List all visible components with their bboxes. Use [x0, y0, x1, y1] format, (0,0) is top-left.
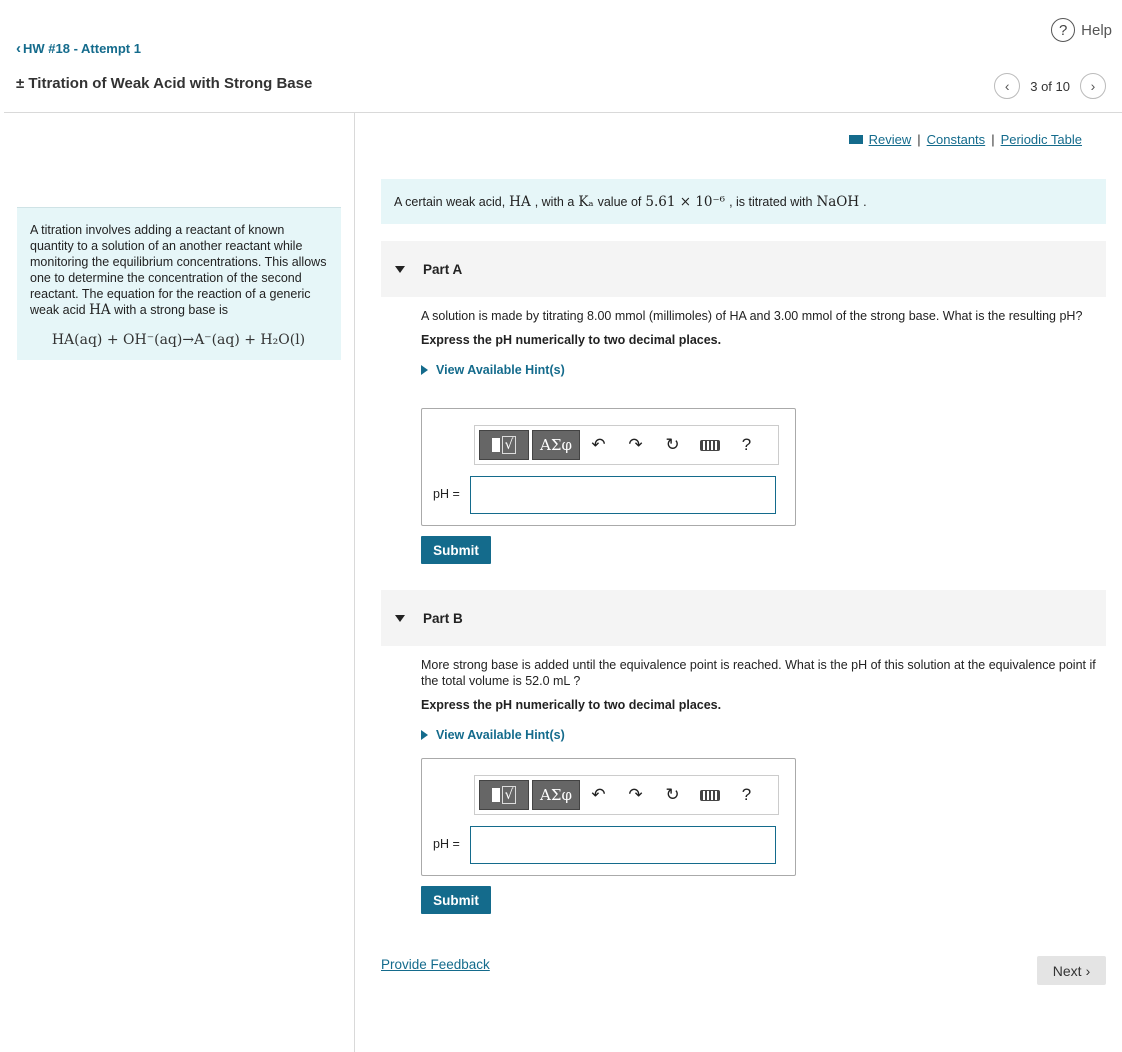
- keyboard-icon: [700, 790, 720, 801]
- square-icon: [492, 438, 500, 452]
- radical-icon: √: [502, 436, 517, 454]
- help-icon: ?: [1051, 18, 1075, 42]
- chevron-left-icon: ‹: [16, 40, 21, 57]
- hint-label: View Available Hint(s): [436, 363, 565, 377]
- undo-icon[interactable]: ↶: [591, 785, 606, 804]
- undo-icon[interactable]: ↶: [591, 435, 606, 454]
- back-to-assignment-link[interactable]: [16, 40, 141, 57]
- separator: |: [991, 132, 995, 147]
- question-text: , is titrated with: [729, 194, 813, 209]
- next-label: Next: [1052, 962, 1082, 979]
- collapse-triangle-icon: [395, 615, 405, 622]
- chevron-left-icon: ‹: [1004, 78, 1010, 94]
- intro-acid: HA: [89, 302, 111, 318]
- keyboard-button[interactable]: [691, 430, 728, 460]
- part-b-question: More strong base is added until the equivalence point is reached. What is the pH of this solution at the equivalence point if the total volume is 52.0 mL ?: [421, 658, 1096, 688]
- reset-icon[interactable]: ↻: [665, 435, 680, 454]
- keyboard-button[interactable]: [691, 780, 728, 810]
- part-b-ph-input[interactable]: [470, 826, 776, 864]
- math-toolbar: [474, 425, 779, 465]
- reaction-equation: HA(aq) + OH⁻(aq)→A⁻(aq) + H₂O(l): [51, 332, 306, 348]
- ph-label: pH =: [433, 487, 460, 501]
- part-a-answer-box: [421, 408, 796, 526]
- chevron-right-icon: ›: [1085, 962, 1091, 979]
- intro-text-after: with a strong base is: [110, 303, 229, 317]
- question-acid: HA: [509, 193, 531, 210]
- intro-text-before: A titration involves adding a reactant of known quantity to a solution of an another reactant while monitoring the equilibrium concentrations. This allows one to determine the concentration of the second reactant. The equation for the reaction of a generic weak acid: [30, 223, 327, 317]
- question-text: A certain weak acid,: [394, 194, 506, 209]
- next-button[interactable]: [1037, 956, 1106, 985]
- collapse-triangle-icon: [395, 266, 405, 273]
- constants-link[interactable]: Constants: [926, 132, 986, 147]
- book-icon: [849, 135, 863, 144]
- ka-symbol: Kₐ: [578, 193, 594, 210]
- expand-triangle-icon: [421, 730, 428, 740]
- previous-item-button[interactable]: [994, 73, 1020, 99]
- reset-icon[interactable]: ↻: [665, 785, 680, 804]
- question-text: value of: [597, 194, 642, 209]
- pager-text: 3 of 10: [1030, 78, 1070, 94]
- redo-icon[interactable]: ↷: [628, 435, 643, 454]
- resources-bar: [849, 132, 1082, 147]
- expand-triangle-icon: [421, 365, 428, 375]
- templates-button[interactable]: [479, 780, 529, 810]
- part-b-label: Part B: [423, 610, 463, 626]
- greek-symbols-button[interactable]: ΑΣφ: [532, 780, 580, 810]
- page-title: ± Titration of Weak Acid with Strong Base: [16, 75, 313, 92]
- help-label: Help: [1081, 21, 1112, 39]
- math-toolbar: [474, 775, 779, 815]
- help-icon[interactable]: ?: [741, 435, 752, 454]
- greek-symbols-button[interactable]: ΑΣφ: [532, 430, 580, 460]
- question-text: .: [863, 194, 867, 209]
- review-link[interactable]: Review: [868, 132, 912, 147]
- ph-label: pH =: [433, 837, 460, 851]
- intro-text: [30, 222, 327, 318]
- part-b-instruction: Express the pH numerically to two decimal places.: [421, 698, 722, 712]
- part-a-body: [421, 308, 1106, 378]
- part-b-body: [421, 657, 1106, 743]
- separator: |: [917, 132, 921, 147]
- part-b-header[interactable]: [381, 590, 1106, 646]
- back-label: HW #18 - Attempt 1: [23, 41, 141, 56]
- pager: [994, 73, 1106, 99]
- redo-icon[interactable]: ↷: [628, 785, 643, 804]
- intro-panel: [17, 207, 341, 360]
- part-a-submit-button[interactable]: Submit: [421, 536, 491, 564]
- column-divider: [354, 113, 355, 1052]
- question-base: NaOH: [816, 193, 860, 210]
- keyboard-icon: [700, 440, 720, 451]
- question-text: , with a: [534, 194, 575, 209]
- help-link[interactable]: [1051, 18, 1112, 42]
- part-a-instruction: Express the pH numerically to two decimal places.: [421, 333, 722, 347]
- provide-feedback-link[interactable]: Provide Feedback: [381, 957, 490, 972]
- part-b-hint-link[interactable]: [421, 727, 1106, 743]
- help-icon[interactable]: ?: [741, 785, 752, 804]
- part-a-question: A solution is made by titrating 8.00 mmol (millimoles) of HA and 3.00 mmol of the strong base. What is the resulting pH?: [421, 309, 1083, 323]
- square-icon: [492, 788, 500, 802]
- part-a-hint-link[interactable]: [421, 362, 1106, 378]
- radical-icon: √: [502, 786, 517, 804]
- periodic-table-link[interactable]: Periodic Table: [1000, 132, 1082, 147]
- ka-value: 5.61 × 10⁻⁶: [645, 193, 726, 210]
- header-divider: [4, 112, 1122, 113]
- next-item-button[interactable]: [1080, 73, 1106, 99]
- part-a-label: Part A: [423, 261, 463, 277]
- part-a-header[interactable]: [381, 241, 1106, 297]
- hint-label: View Available Hint(s): [436, 728, 565, 742]
- templates-button[interactable]: [479, 430, 529, 460]
- chevron-right-icon: ›: [1090, 78, 1096, 94]
- part-b-answer-box: [421, 758, 796, 876]
- part-a-ph-input[interactable]: [470, 476, 776, 514]
- question-statement: [381, 179, 1106, 224]
- part-b-submit-button[interactable]: Submit: [421, 886, 491, 914]
